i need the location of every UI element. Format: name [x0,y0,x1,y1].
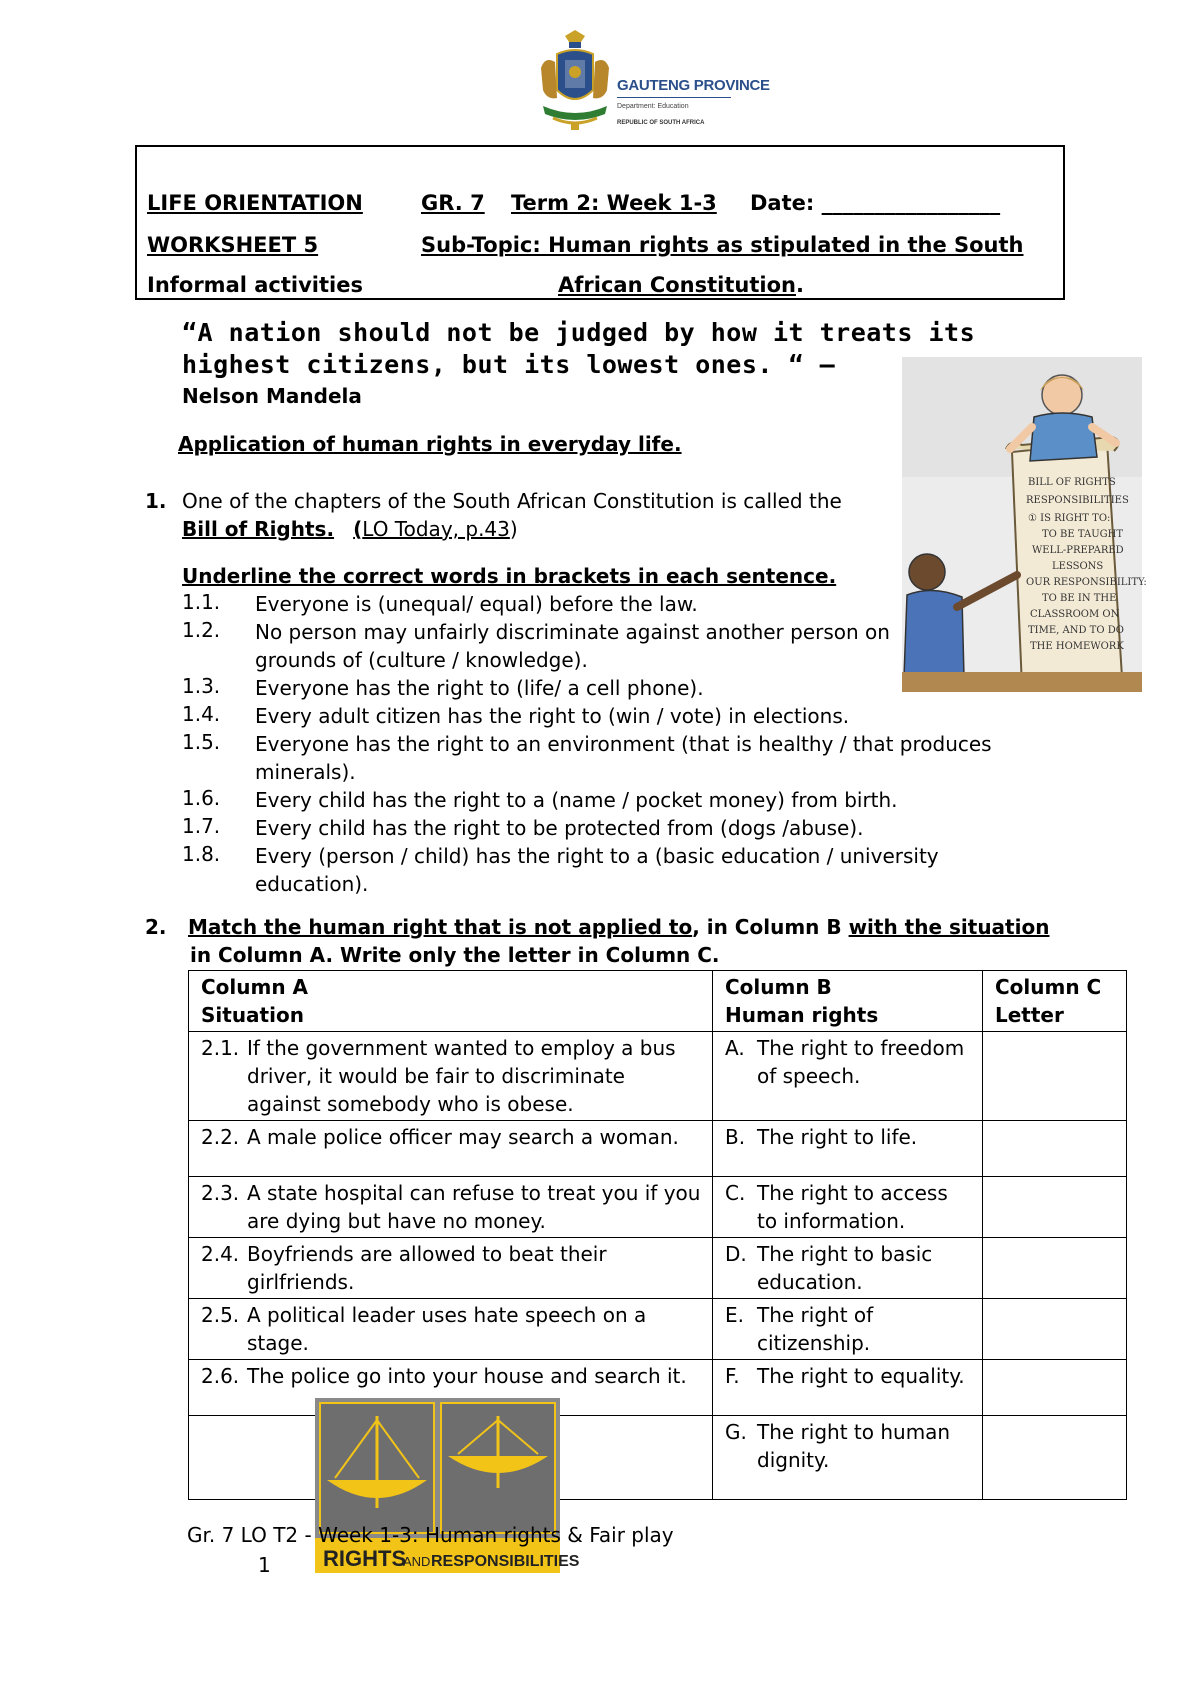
quote-author: Nelson Mandela [182,384,362,408]
situation-cell [189,1121,713,1177]
situation-text: If the government wanted to employ a bus driver, it would be fair to discriminate against somebody who is obese. [247,1036,676,1116]
gauteng-logo [535,28,770,138]
scroll-text-line: LESSONS [1052,561,1104,572]
list-item: Every child has the right to a (name / pocket money) from birth. [255,788,898,812]
table-row [189,1299,1127,1360]
worksheet-label: WORKSHEET 5 [147,233,319,257]
table-header-row [189,971,1127,1032]
reference-text: LO Today, p.43 [362,517,510,541]
right-cell [713,1416,983,1500]
logo-country: REPUBLIC OF SOUTH AFRICA [617,120,705,126]
header-text: Column A [201,975,309,999]
question-2-line-2: in Column A. Write only the letter in Column C. [190,943,720,967]
question-2-number: 2. [145,915,167,939]
question-2-part-1: Match the human right that is not applied to [188,915,693,939]
header-text: Column B [725,975,832,999]
scroll-text-line: TO BE IN THE [1042,593,1117,604]
grade-label: GR. 7 [421,191,485,215]
subtopic-line-2 [558,273,804,297]
right-letter: D. [725,1242,747,1266]
subtopic-line-1: Sub-Topic: Human rights as stipulated in the South [421,233,1024,257]
reference-open-paren: ( [353,517,363,541]
answer-cell[interactable] [983,1032,1127,1121]
question-1-text: One of the chapters of the South African Constitution is called the [182,489,842,513]
item-number: 1.2. [182,618,221,642]
question-2-part-3: with the situation [848,915,1050,939]
answer-cell[interactable] [983,1299,1127,1360]
question-2-part-2: , in Column B [692,915,849,939]
item-number: 1.8. [182,842,221,866]
subject-label: LIFE ORIENTATION [147,191,363,215]
right-text: The right to freedom of speech. [757,1036,965,1088]
list-item: Everyone has the right to (life/ a cell phone). [255,676,704,700]
scroll-text-line: TIME, AND TO DO [1028,625,1124,636]
question-2-line-1 [188,915,1049,939]
scroll-text-line: BILL OF RIGHTS [1028,477,1116,488]
list-item: Every adult citizen has the right to (win / vote) in elections. [255,704,850,728]
answer-cell[interactable] [983,1177,1127,1238]
right-letter: E. [725,1303,744,1327]
right-cell [713,1032,983,1121]
informal-label: Informal activities [147,273,363,297]
scroll-text-line: TO BE TAUGHT [1042,529,1124,540]
quote-line-1: “A nation should not be judged by how it treats its [182,318,976,347]
scroll-text-line: OUR RESPONSIBILITY: [1026,577,1147,588]
scroll-text-line: ① IS RIGHT TO: [1028,513,1111,524]
right-letter: B. [725,1125,746,1149]
rights-logo-word-2: AND [403,1554,431,1569]
item-number: 1.4. [182,702,221,726]
header-text: Situation [201,1003,304,1027]
right-text: The right to access to information. [757,1181,948,1233]
header-text: Letter [995,1003,1064,1027]
scroll-text-line: THE HOMEWORK [1030,641,1124,652]
question-1-reference-line [182,517,518,541]
scroll-text-line: CLASSROOM ON [1030,609,1120,620]
coat-of-arms-icon [535,28,615,138]
children-scroll-icon [902,357,1147,692]
item-number: 1.5. [182,730,221,754]
right-letter: C. [725,1181,746,1205]
header-text: Human rights [725,1003,879,1027]
right-letter: A. [725,1036,745,1060]
question-1-instruction: Underline the correct words in brackets in each sentence. [182,564,837,588]
scroll-text-line: RESPONSIBILITIES [1026,495,1129,506]
logo-province-name: GAUTENG PROVINCE [617,77,770,94]
subtopic-line-2-end: . [795,273,804,297]
table-row [189,1032,1127,1121]
right-cell [713,1177,983,1238]
page-number: 1 [258,1553,271,1577]
table-row [189,1177,1127,1238]
term-label: Term 2: Week 1-3 [511,191,717,215]
right-text: The right to human dignity. [757,1420,951,1472]
situation-number: 2.3. [201,1181,240,1205]
right-letter: F. [725,1364,740,1388]
page-footer: Gr. 7 LO T2 - Week 1-3: Human rights & Fair play [187,1523,674,1547]
scroll-text-line: WELL-PREPARED [1032,545,1124,556]
situation-text: A male police officer may search a woman. [247,1125,679,1149]
answer-cell[interactable] [983,1121,1127,1177]
right-cell [713,1238,983,1299]
column-a-header [189,971,713,1032]
list-item: Everyone has the right to an environment (that is healthy / that produces minerals). [255,732,992,784]
item-number: 1.6. [182,786,221,810]
situation-number: 2.5. [201,1303,240,1327]
situation-text: The police go into your house and search it. [247,1364,687,1388]
item-number: 1.7. [182,814,221,838]
situation-cell [189,1238,713,1299]
situation-cell [189,1299,713,1360]
situation-text: A political leader uses hate speech on a stage. [247,1303,647,1355]
logo-divider [617,97,731,98]
rights-logo-word-3: RESPONSIBILITIES [431,1553,580,1570]
situation-number: 2.6. [201,1364,240,1388]
situation-text: A state hospital can refuse to treat you if you are dying but have no money. [247,1181,701,1233]
column-c-header [983,971,1127,1032]
item-number: 1.1. [182,590,221,614]
right-text: The right of citizenship. [757,1303,874,1355]
table-row [189,1121,1127,1177]
section-title: Application of human rights in everyday life. [178,432,682,456]
reference-close-paren: ) [509,517,518,541]
right-cell [713,1360,983,1416]
subtopic-line-2-text: African Constitution [558,273,796,297]
table-row [189,1238,1127,1299]
rights-logo-word-1: RIGHTS [323,1546,407,1571]
right-text: The right to equality. [757,1364,965,1388]
list-item: No person may unfairly discriminate against another person on grounds of (culture / knowledge). [255,620,890,672]
quote-line-2: highest citizens, but its lowest ones. “ – [182,350,836,379]
situation-number: 2.4. [201,1242,240,1266]
right-cell [713,1299,983,1360]
right-text: The right to life. [757,1125,918,1149]
item-number: 1.3. [182,674,221,698]
situation-cell [189,1032,713,1121]
right-letter: G. [725,1420,747,1444]
bill-of-rights-illustration [902,357,1147,692]
bill-of-rights-label: Bill of Rights. [182,517,335,541]
column-b-header [713,971,983,1032]
question-1-number: 1. [145,489,167,513]
list-item: Everyone is (unequal/ equal) before the law. [255,592,698,616]
right-cell [713,1121,983,1177]
answer-cell[interactable] [983,1238,1127,1299]
answer-cell[interactable] [983,1360,1127,1416]
situation-text: Boyfriends are allowed to beat their girlfriends. [247,1242,607,1294]
list-item: Every child has the right to be protected from (dogs /abuse). [255,816,864,840]
right-text: The right to basic education. [757,1242,933,1294]
situation-cell [189,1177,713,1238]
situation-number: 2.2. [201,1125,240,1149]
logo-department: Department: Education [617,103,689,110]
situation-number: 2.1. [201,1036,240,1060]
worksheet-header [135,145,1065,300]
list-item: Every (person / child) has the right to a (basic education / university education). [255,844,939,896]
answer-cell[interactable] [983,1416,1127,1500]
header-text: Column C [995,975,1102,999]
date-field[interactable]: Date: _________________ [750,191,1001,215]
